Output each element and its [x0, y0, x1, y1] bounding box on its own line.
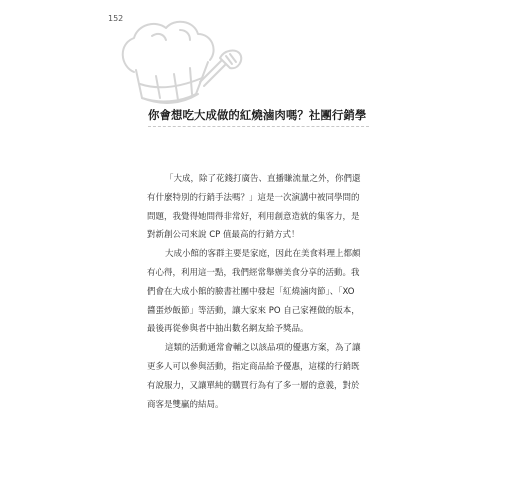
paragraph-line: 醬蛋炒飯節」等活動，讓大家來 PO 自己家裡做的版本， — [147, 305, 360, 316]
paragraph-line: 們會在大成小館的臉書社團中發起「紅燒滷肉節」、「XO — [147, 286, 355, 297]
paragraph-line: 商客是雙贏的結局。 — [147, 399, 224, 410]
chef-hat-icon — [112, 14, 248, 110]
page-number: 152 — [108, 14, 124, 23]
paragraph-line: 「大成，除了花錢打廣告、直播賺流量之外，你們還 — [165, 174, 361, 184]
paragraph-line: 這類的活動通常會輔之以該品項的優惠方案，為了讓 — [165, 343, 361, 354]
paragraph-line: 最後再從參與者中抽出數名網友給予獎品。 — [147, 324, 309, 335]
page-title: 你會想吃大成做的紅燒滷肉嗎？社團行銷學 — [148, 108, 367, 122]
paragraph-line: 有說服力，又讓單純的購買行為有了多一層的意義，對於 — [147, 380, 360, 391]
paragraph-line: 更多人可以參與活動，指定商品給予優惠，這樣的行銷既 — [147, 361, 360, 372]
paragraph-line: 有心得，利用這一點，我們經常舉辦美食分享的活動。我 — [147, 267, 360, 278]
body-text — [147, 170, 390, 414]
paragraph-line: 大成小館的客群主要是家庭，因此在美食料理上都頗 — [165, 249, 361, 260]
paragraph-line: 有什麼特別的行銷手法嗎？」這是一次演講中被同學問的 — [147, 192, 360, 203]
title-divider — [148, 126, 369, 127]
paragraph-line: 問題，我覺得她問得非常好，利用創意造就的集客力，是 — [147, 211, 360, 222]
paragraph-line: 對新創公司來說 CP 值最高的行銷方式！ — [147, 230, 300, 241]
